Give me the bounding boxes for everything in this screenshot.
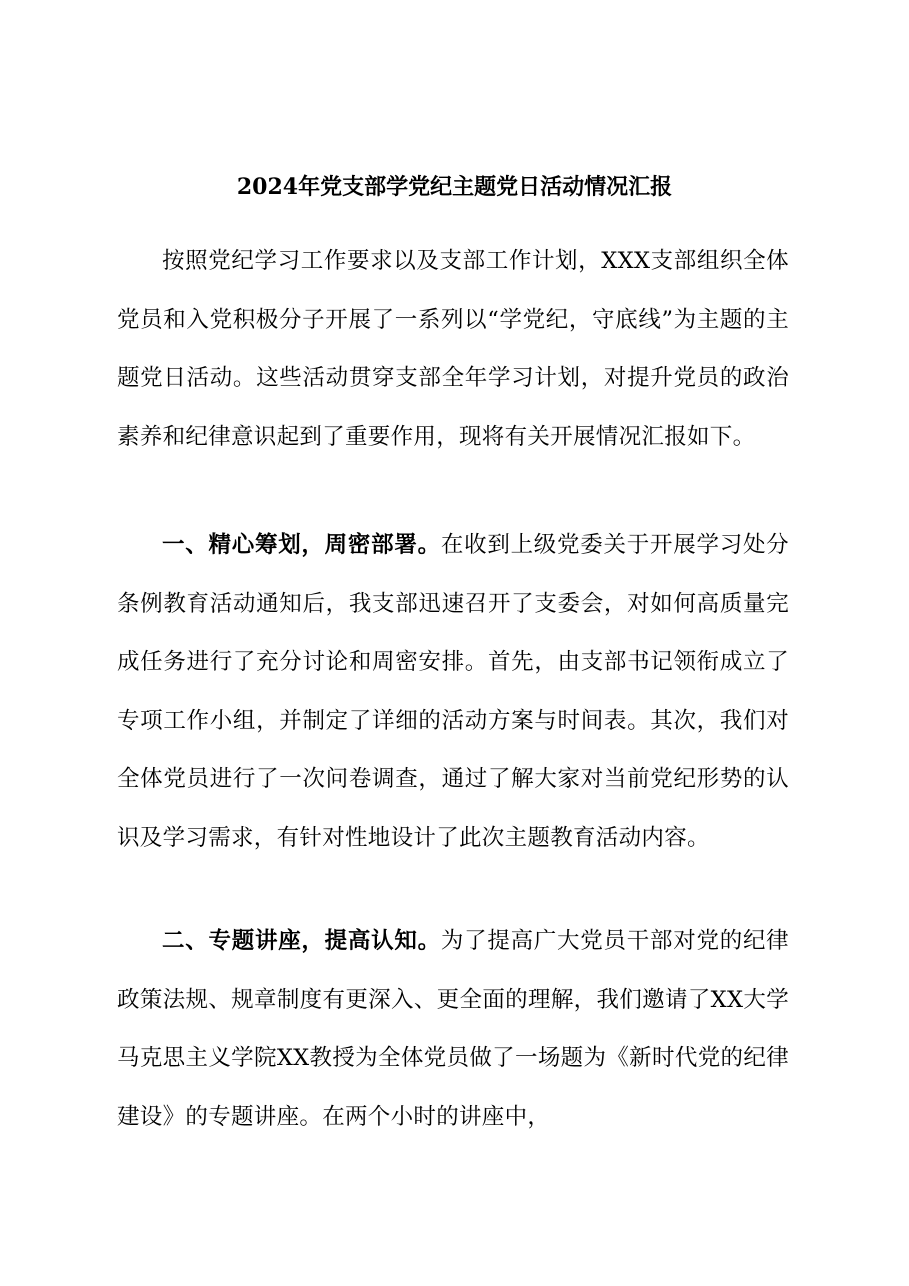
document-title: 2024年党支部学党纪主题党日活动情况汇报 bbox=[236, 174, 673, 200]
intro-paragraph bbox=[117, 232, 789, 466]
intro-paragraph-text: 按照党纪学习工作要求以及支部工作计划，XXX支部组织全体党员和入党积极分子开展了一系列以“学党纪，守底线”为主题的主题党日活动。这些活动贯穿支部全年学习计划，对提升党员的政治素养和纪律意识起到了重要作用，现将有关开展情况汇报如下。 bbox=[117, 248, 789, 450]
section-one-paragraph bbox=[117, 516, 789, 868]
section-two-text: 为了提高广大党员干部对党的纪律政策法规、规章制度有更深入、更全面的理解，我们邀请了XX大学马克思主义学院XX教授为全体党员做了一场题为《新时代党的纪律建设》的专题讲座。在两个小时的讲座中， bbox=[117, 928, 789, 1130]
section-one-heading: 一、精心筹划，周密部署。 bbox=[162, 532, 441, 558]
section-two-heading: 二、专题讲座，提高认知。 bbox=[162, 928, 441, 954]
section-two-paragraph bbox=[117, 912, 789, 1146]
section-one-text: 在收到上级党委关于开展学习处分条例教育活动通知后，我支部迅速召开了支委会，对如何高质量完成任务进行了充分讨论和周密安排。首先，由支部书记领衔成立了专项工作小组，并制定了详细的活动方案与时间表。其次，我们对全体党员进行了一次问卷调查，通过了解大家对当前党纪形势的认识及学习需求，有针对性地设计了此次主题教育活动内容。 bbox=[117, 532, 789, 851]
